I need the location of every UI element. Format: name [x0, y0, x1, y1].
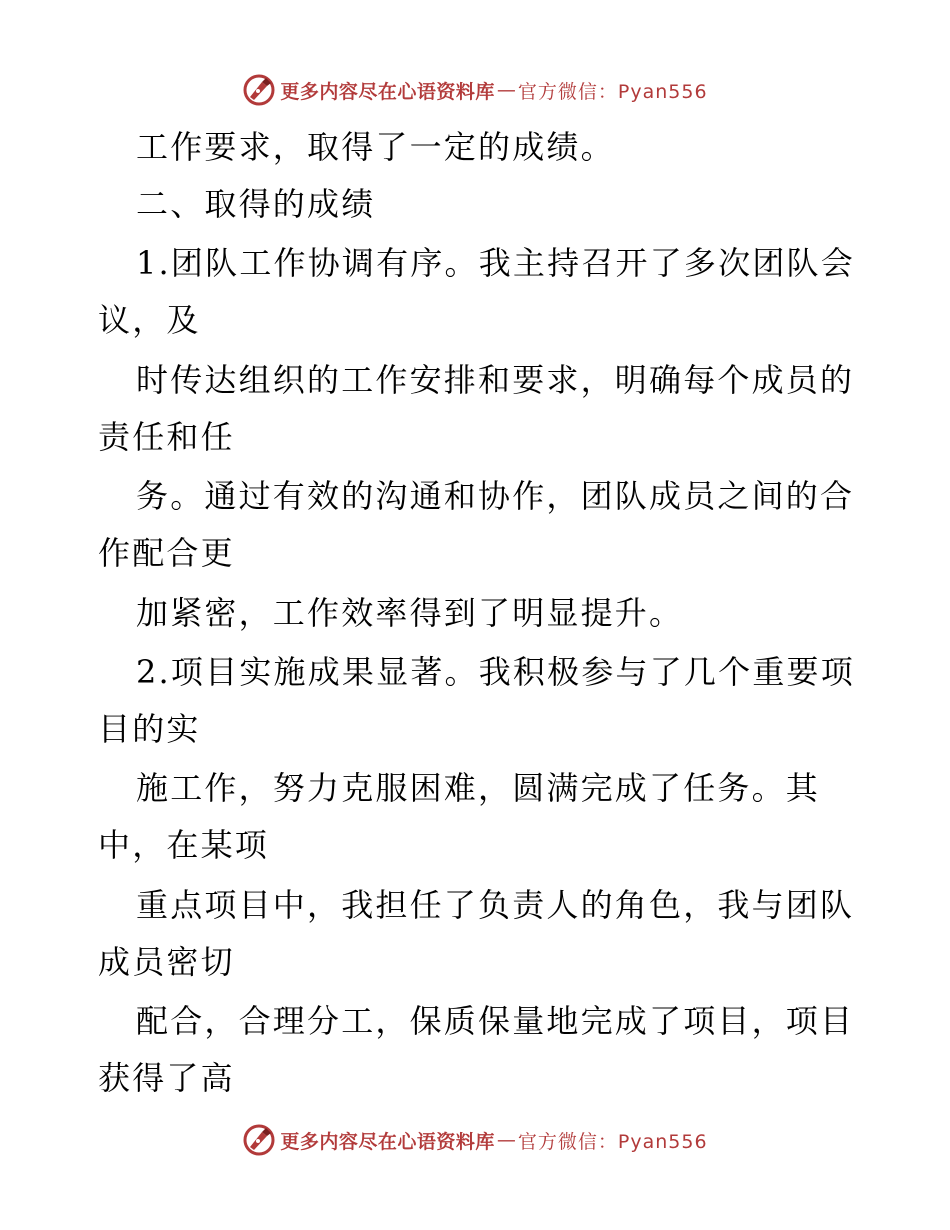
pen-nib-logo-icon — [242, 1123, 276, 1157]
section-heading-achievements: 二、取得的成绩 — [136, 185, 376, 223]
header-contact-text: 官方微信：Pyan556 — [517, 80, 708, 103]
body-line-14: 重点项目中，我担任了负责人的角色，我与团队 — [136, 886, 855, 924]
footer-banner — [0, 1120, 950, 1160]
body-line-12: 施工作，努力克服困难，圆满完成了任务。其 — [136, 769, 821, 807]
body-line-3: 1.团队工作协调有序。我主持召开了多次团队会 — [136, 244, 855, 282]
body-line-9: 加紧密，工作效率得到了明显提升。 — [136, 594, 684, 632]
footer-contact-text: 官方微信：Pyan556 — [517, 1130, 708, 1153]
body-line-1: 工作要求，取得了一定的成绩。 — [136, 128, 615, 166]
header-separator: — — [496, 79, 516, 101]
body-line-6: 责任和任 — [98, 418, 235, 456]
body-line-7: 务。通过有效的沟通和协作，团队成员之间的合 — [136, 477, 855, 515]
body-line-17: 获得了高 — [98, 1059, 235, 1097]
footer-separator: — — [496, 1129, 516, 1151]
body-line-13: 中，在某项 — [98, 826, 270, 864]
footer-brand-text: 更多内容尽在心语资料库 — [280, 1130, 495, 1153]
body-line-16: 配合，合理分工，保质保量地完成了项目，项目 — [136, 1002, 855, 1040]
body-line-10: 2.项目实施成果显著。我积极参与了几个重要项 — [136, 653, 855, 691]
body-line-11: 目的实 — [98, 710, 201, 748]
body-line-4: 议，及 — [98, 301, 201, 339]
body-line-5: 时传达组织的工作安排和要求，明确每个成员的 — [136, 361, 855, 399]
body-line-8: 作配合更 — [98, 534, 235, 572]
header-brand-text: 更多内容尽在心语资料库 — [280, 80, 495, 103]
body-line-15: 成员密切 — [98, 943, 235, 981]
